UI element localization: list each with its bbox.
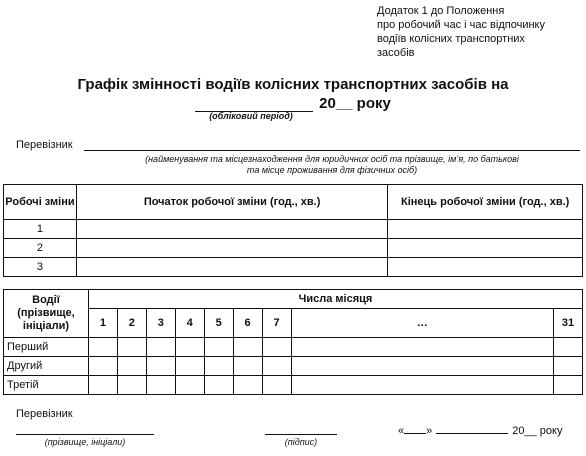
period-blank[interactable] [195, 97, 313, 112]
day-header: 5 [204, 309, 233, 338]
shift-start-cell[interactable] [76, 220, 387, 239]
table-row [4, 357, 583, 376]
driver-name: Перший [4, 338, 89, 357]
day-cell[interactable] [291, 338, 553, 357]
shift-number: 3 [4, 258, 77, 277]
period-year: 20__ року [319, 95, 391, 112]
day-cell[interactable] [262, 338, 291, 357]
day-header: 2 [117, 309, 146, 338]
table-header-row [4, 309, 583, 338]
day-cell[interactable] [262, 376, 291, 395]
day-cell[interactable] [146, 338, 175, 357]
day-header-ellipsis: … [291, 309, 553, 338]
day-cell[interactable] [88, 376, 117, 395]
driver-name: Третій [4, 376, 89, 395]
day-cell[interactable] [291, 376, 553, 395]
name-note: (прізвище, ініціали) [44, 437, 126, 447]
carrier-field[interactable] [84, 150, 580, 151]
annex-line: засобів [377, 47, 415, 59]
table-row [4, 338, 583, 357]
shift-end-cell[interactable] [388, 239, 583, 258]
day-cell[interactable] [175, 376, 204, 395]
date-year: 20__ року [512, 425, 563, 437]
driver-name: Другий [4, 357, 89, 376]
carrier-note-line: (найменування та місцезнаходження для юридичних осіб та прізвище, ім’я, по батькові [145, 154, 519, 164]
signature-note: (підпис) [284, 437, 318, 447]
date-close-quote: » [426, 425, 433, 437]
shift-number: 1 [4, 220, 77, 239]
period-note: (обліковий період) [209, 111, 293, 121]
shift-number: 2 [4, 239, 77, 258]
day-cell[interactable] [553, 376, 582, 395]
table-row [4, 239, 583, 258]
day-cell[interactable] [233, 376, 262, 395]
day-cell[interactable] [88, 338, 117, 357]
column-header: Кінець робочої зміни (год., хв.) [388, 185, 583, 220]
day-cell[interactable] [291, 357, 553, 376]
shift-end-cell[interactable] [388, 220, 583, 239]
table-row [4, 220, 583, 239]
carrier-note-line: та місце проживання для фізичних осіб) [246, 165, 418, 175]
table-header-row [4, 290, 583, 309]
table-header-row [4, 185, 583, 220]
day-cell[interactable] [117, 338, 146, 357]
annex-line: Додаток 1 до Положення [377, 5, 505, 17]
day-cell[interactable] [204, 357, 233, 376]
carrier-note [84, 154, 580, 176]
period-line [0, 95, 586, 112]
day-header: 1 [88, 309, 117, 338]
signature-field[interactable] [265, 434, 337, 435]
annex-line: про робочий час і час відпочинку [377, 19, 545, 31]
name-field[interactable] [16, 434, 154, 435]
days-header: Числа місяця [88, 290, 582, 309]
date-open-quote: « [398, 425, 405, 437]
day-field[interactable] [404, 423, 426, 434]
shift-start-cell[interactable] [76, 258, 387, 277]
table-row [4, 376, 583, 395]
day-header: 6 [233, 309, 262, 338]
day-cell[interactable] [146, 357, 175, 376]
day-cell[interactable] [146, 376, 175, 395]
shifts-table [3, 184, 583, 277]
day-cell[interactable] [175, 338, 204, 357]
day-header: 31 [553, 309, 582, 338]
day-header: 3 [146, 309, 175, 338]
day-header: 7 [262, 309, 291, 338]
day-header: 4 [175, 309, 204, 338]
day-cell[interactable] [117, 357, 146, 376]
column-header: Початок робочої зміни (год., хв.) [76, 185, 387, 220]
carrier-label: Перевізник [16, 139, 73, 151]
day-cell[interactable] [553, 357, 582, 376]
day-cell[interactable] [233, 338, 262, 357]
day-cell[interactable] [553, 338, 582, 357]
table-row [4, 258, 583, 277]
day-cell[interactable] [88, 357, 117, 376]
annex-reference [377, 4, 582, 60]
shift-end-cell[interactable] [388, 258, 583, 277]
month-field[interactable] [436, 423, 508, 434]
day-cell[interactable] [262, 357, 291, 376]
drivers-table [3, 289, 583, 395]
day-cell[interactable] [204, 338, 233, 357]
date-line [398, 423, 562, 437]
day-cell[interactable] [204, 376, 233, 395]
signature-carrier-label: Перевізник [16, 408, 73, 420]
driver-column-header: Водії (прізвище, ініціали) [4, 290, 89, 338]
shift-start-cell[interactable] [76, 239, 387, 258]
column-header: Робочі зміни [4, 185, 77, 220]
day-cell[interactable] [117, 376, 146, 395]
day-cell[interactable] [233, 357, 262, 376]
annex-line: водіїв колісних транспортних [377, 33, 525, 45]
document-title: Графік змінності водіїв колісних транспортних засобів на [77, 76, 509, 93]
day-cell[interactable] [175, 357, 204, 376]
